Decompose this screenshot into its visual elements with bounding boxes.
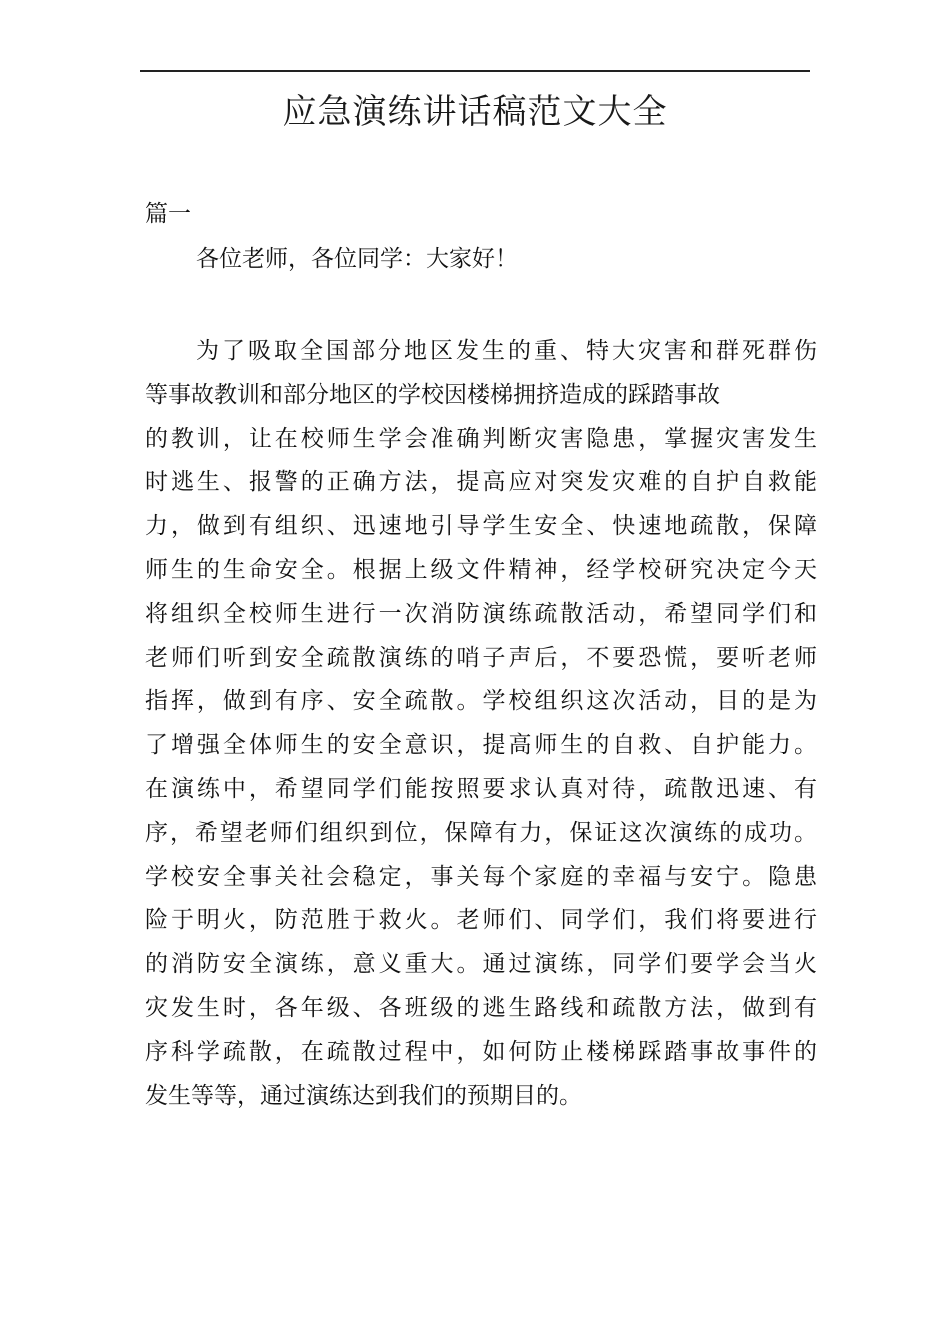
paragraph-line: 为了吸取全国部分地区发生的重、特大灾害和群死群伤: [196, 338, 817, 364]
paragraph-line: 的消防安全演练，意义重大。通过演练，同学们要学会当火: [145, 951, 817, 978]
paragraph-line: 等事故教训和部分地区的学校因楼梯拥挤造成的踩踏事故: [145, 381, 720, 408]
paragraph-line: 发生等等，通过演练达到我们的预期目的。: [145, 1082, 582, 1109]
body-paragraph: [145, 330, 817, 1118]
paragraph-line: 险于明火，防范胜于救火。老师们、同学们，我们将要进行: [145, 907, 817, 934]
paragraph-line: 学校安全事关社会稳定，事关每个家庭的幸福与安宁。隐患: [145, 863, 817, 890]
section-heading: 篇一: [145, 201, 191, 227]
document-title: 应急演练讲话稿范文大全: [282, 92, 668, 132]
paragraph-line: 师生的生命安全。根据上级文件精神，经学校研究决定今天: [145, 556, 817, 583]
paragraph-line: 老师们听到安全疏散演练的哨子声后，不要恐慌，要听老师: [145, 644, 817, 671]
header-rule: [140, 70, 810, 72]
paragraph-line: 时逃生、报警的正确方法，提高应对突发灾难的自护自救能: [145, 469, 817, 496]
greeting-paragraph: 各位老师，各位同学：大家好！: [196, 246, 518, 272]
paragraph-line: 力，做到有组织、迅速地引导学生安全、快速地疏散，保障: [145, 513, 817, 540]
paragraph-line: 序，希望老师们组织到位，保障有力，保证这次演练的成功。: [145, 819, 817, 846]
paragraph-line: 将组织全校师生进行一次消防演练疏散活动，希望同学们和: [145, 600, 817, 627]
paragraph-line: 指挥，做到有序、安全疏散。学校组织这次活动，目的是为: [145, 688, 817, 715]
paragraph-line: 的教训，让在校师生学会准确判断灾害隐患，掌握灾害发生: [145, 425, 817, 452]
paragraph-line: 在演练中，希望同学们能按照要求认真对待，疏散迅速、有: [145, 775, 817, 802]
paragraph-line: 序科学疏散，在疏散过程中，如何防止楼梯踩踏事故事件的: [145, 1038, 817, 1065]
paragraph-line: 灾发生时，各年级、各班级的逃生路线和疏散方法，做到有: [145, 994, 817, 1021]
paragraph-line: 了增强全体师生的安全意识，提高师生的自救、自护能力。: [145, 732, 817, 759]
